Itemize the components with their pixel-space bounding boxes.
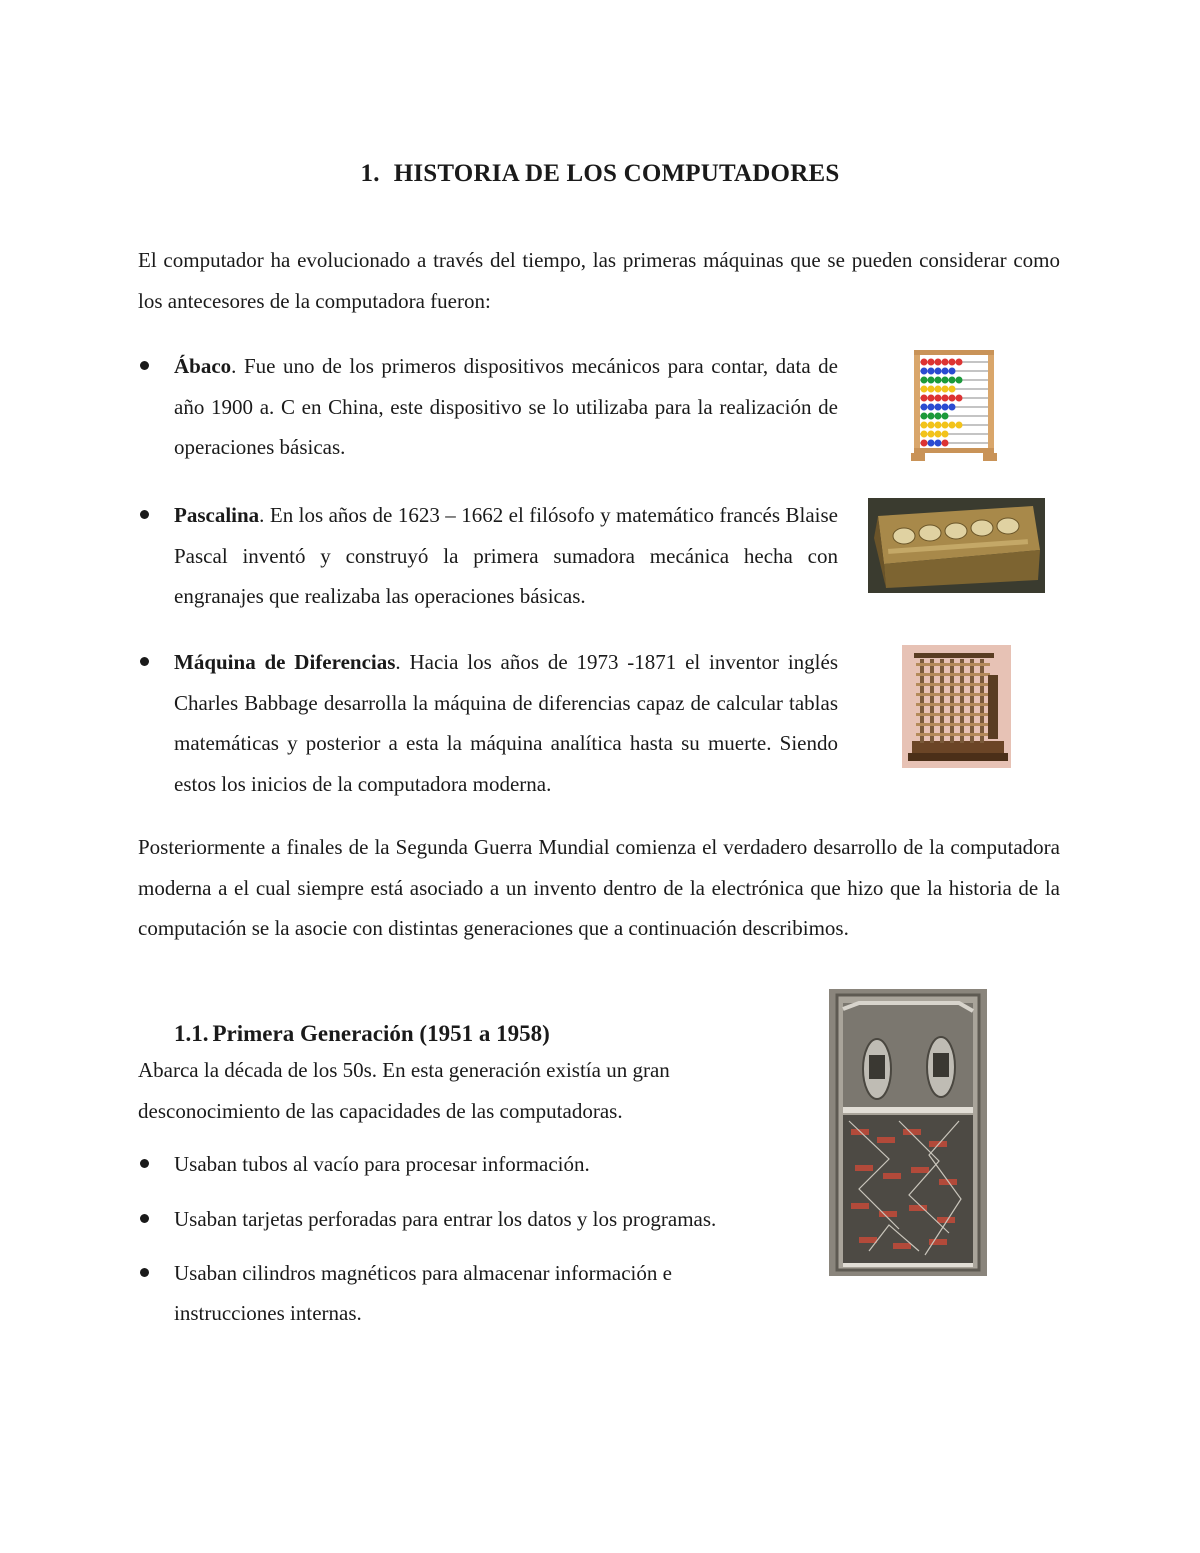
title-number: 1.: [360, 160, 380, 187]
bullet-dot: [140, 1159, 149, 1168]
bullet-maquina-text: [174, 642, 838, 804]
intro-paragraph: El computador ha evolucionado a través del tiempo, las primeras máquinas que se pueden considerar como los antecesores de la computadora fueron:: [138, 248, 1060, 313]
gen-bullet-2-text: Usaban tarjetas perforadas para entrar los datos y los programas.: [174, 1207, 717, 1231]
bullet-pascalina-desc: . En los años de 1623 – 1662 el filósofo y matemático francés Blaise Pascal inventó y construyó la primera sumadora mecánica hecha con engranajes que realizaba las operaciones básicas.: [174, 503, 838, 608]
vacuum-tube-module-image: [829, 989, 987, 1276]
bullet-maquina-name: Máquina de Diferencias: [174, 650, 396, 674]
page-title: [0, 160, 1200, 188]
gen-bullet-1-text: Usaban tubos al vacío para procesar información.: [174, 1152, 590, 1176]
title-text: HISTORIA DE LOS COMPUTADORES: [393, 160, 840, 187]
section-heading: [174, 1014, 550, 1054]
abacus-image: [908, 348, 1000, 463]
bullet-dot: [140, 657, 149, 666]
pascalina-image: [868, 498, 1045, 593]
bullet-dot: [140, 1268, 149, 1277]
section-intro-text: Abarca la década de los 50s. En esta generación existía un gran desconocimiento de las capacidades de las computadoras.: [138, 1058, 670, 1123]
bullet-abaco-name: Ábaco: [174, 354, 232, 378]
gen-bullet-3-text: Usaban cilindros magnéticos para almacenar información e instrucciones internas.: [174, 1261, 672, 1325]
bullet-dot: [140, 361, 149, 370]
bullet-abaco-text: [174, 346, 838, 468]
section-number: 1.1.: [174, 1021, 209, 1046]
bullet-dot: [140, 1214, 149, 1223]
bullet-abaco-desc: . Fue uno de los primeros dispositivos mecánicos para contar, data de año 1900 a. C en China, este dispositivo se lo utilizaba para la realización de operaciones básicas.: [174, 354, 838, 459]
bullet-pascalina-name: Pascalina: [174, 503, 260, 527]
bullet-dot: [140, 510, 149, 519]
difference-engine-image: [902, 645, 1011, 768]
section-title: Primera Generación (1951 a 1958): [212, 1021, 550, 1046]
bullet-maquina-desc: . Hacia los años de 1973 -1871 el inventor inglés Charles Babbage desarrolla la máquina de diferencias capaz de calcular tablas matemáticas y posterior a esta la máquina analítica hasta su muerte. Siendo estos los inicios de la computadora moderna.: [174, 650, 839, 796]
posterior-paragraph: Posteriormente a finales de la Segunda Guerra Mundial comienza el verdadero desarrollo de la computadora moderna a el cual siempre está asociado a un invento dentro de la electrónica que hizo que la historia de la computación se la asocie con distintas generaciones que a continuación describimos.: [138, 835, 1060, 940]
bullet-pascalina-text: [174, 495, 838, 617]
